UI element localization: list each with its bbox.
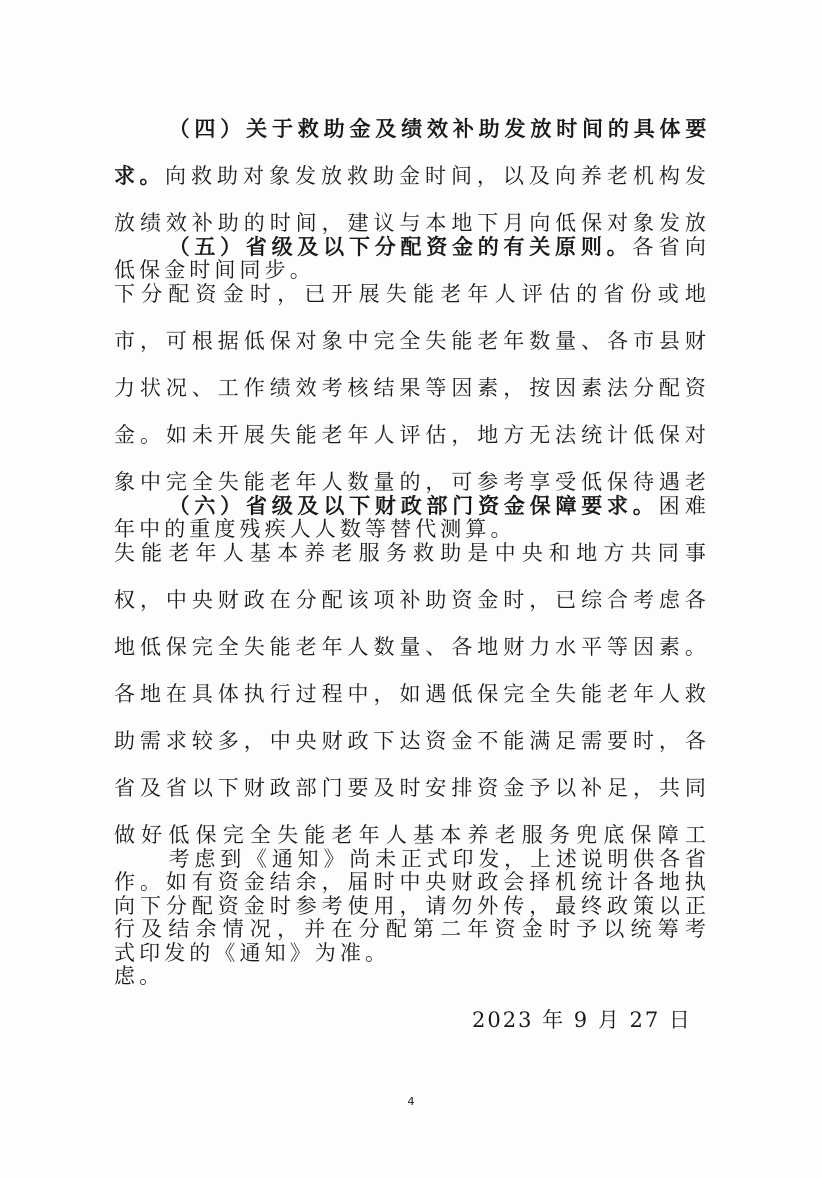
paragraph-body: 各省向下分配资金时，已开展失能老年人评估的省份或地市，可根据低保对象中完全失能老年数量、各市县财力状况、工作绩效考核结果等因素，按因素法分配资金。如未开展失能老年人评估，地方无法统计低保对象中完全失能老年人数量的，可参考享受低保待遇老年中的重度残疾人人数等替代测算。 (114, 235, 710, 541)
section-heading: （五）省级及以下分配资金的有关原则。 (168, 235, 633, 259)
paragraph-body: 困难失能老年人基本养老服务救助是中央和地方共同事权，中央财政在分配该项补助资金时，已综合考虑各地低保完全失能老年人数量、各地财力水平等因素。各地在具体执行过程中，如遇低保完全失能老年人救助需求较多，中央财政下达资金不能满足需要时，各省及省以下财政部门要及时安排资金予以补足，共同做好低保完全失能老年人基本养老服务兜底保障工作。如有资金结余，届时中央财政会择机统计各地执行及结余情况，并在分配第二年资金时予以统筹考虑。 (114, 494, 710, 988)
section-heading: （六）省级及以下财政部门资金保障要求。 (168, 494, 659, 518)
paragraph-closing-note (114, 836, 710, 977)
page-number: 4 (407, 1095, 415, 1108)
paragraph-body: 考虑到《通知》尚未正式印发，上述说明供各省向下分配资金时参考使用，请勿外传，最终政策以正式印发的《通知》为准。 (114, 847, 710, 965)
section-heading: （四）关于救助金及绩效补助发放时间的具体要求。 (114, 117, 710, 188)
paragraph-body: 向救助对象发放救助金时间，以及向养老机构发放绩效补助的时间，建议与本地下月向低保对象发放低保金时间同步。 (114, 164, 710, 282)
document-date: 2023 年 9 月 27 日 (472, 1008, 692, 1032)
